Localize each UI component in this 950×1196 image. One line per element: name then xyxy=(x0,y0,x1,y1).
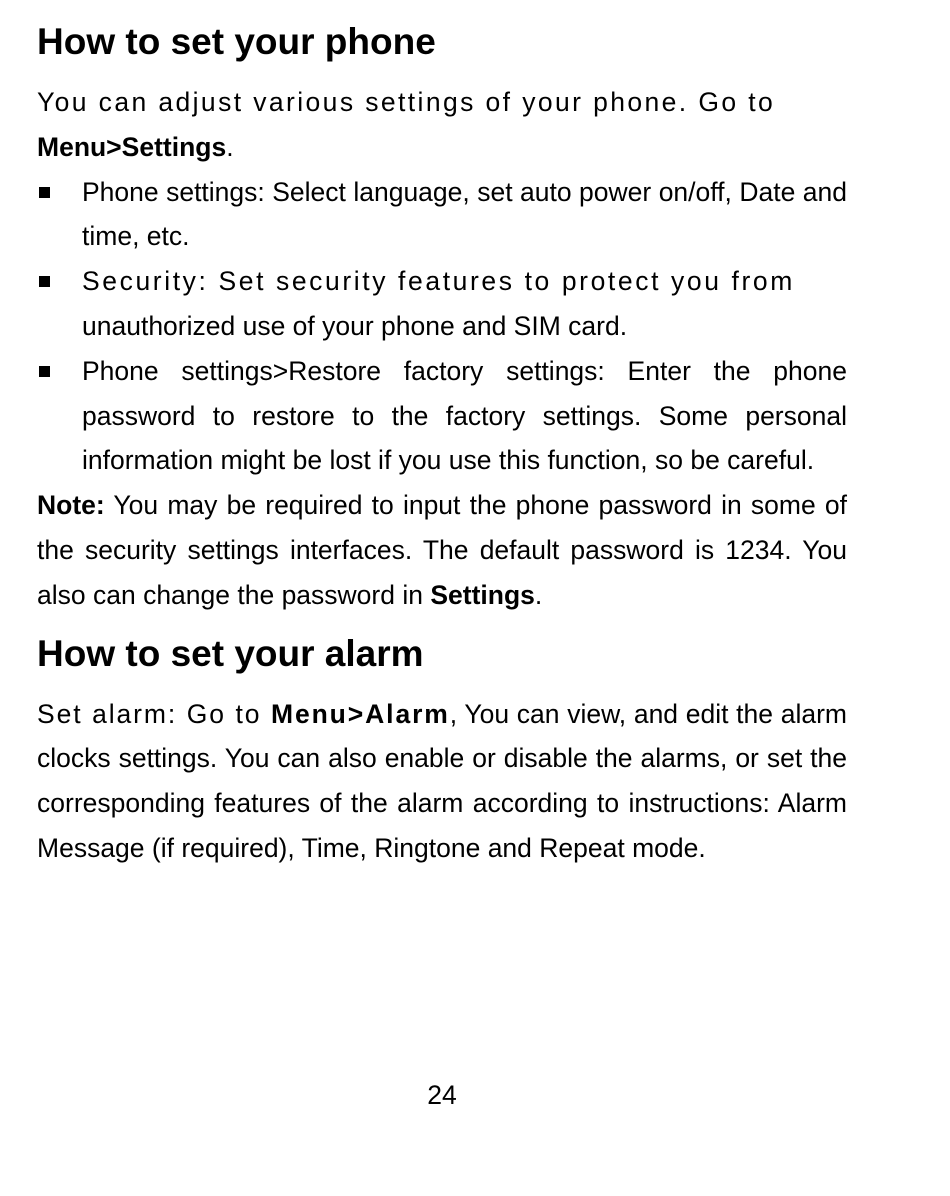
intro-text: You can adjust various settings of your phone. Go to xyxy=(37,87,776,117)
section-heading-phone: How to set your phone xyxy=(37,21,436,62)
page-number: 24 xyxy=(427,1080,457,1110)
bullet-text: Phone settings: Select language, set auto power on/off, Date and time, etc. xyxy=(82,176,847,252)
settings-bullet-list xyxy=(37,170,847,484)
bullet-restore-factory xyxy=(37,349,847,483)
alarm-text-rest: , You can view, and edit the alarm clocks settings. You can also enable or disable the alarms, or set the corresponding features of the alarm according to instructions: Alarm Message (if required), Time, Ringtone and Repeat mode. xyxy=(37,698,847,863)
note-paragraph xyxy=(37,483,847,617)
note-text: You may be required to input the phone password in some of the security settings interfaces. The default password is 1234. You also can change the password in xyxy=(37,490,847,610)
settings-path: Settings xyxy=(430,579,535,610)
section-heading-alarm: How to set your alarm xyxy=(37,632,424,674)
menu-alarm-path: Menu>Alarm xyxy=(270,698,450,729)
square-bullet-icon xyxy=(39,366,50,377)
square-bullet-icon xyxy=(39,187,50,198)
bullet-security xyxy=(37,259,847,349)
bullet-phone-settings xyxy=(37,170,847,260)
intro-period: . xyxy=(226,131,234,162)
bullet-text-security-line2: unauthorized use of your phone and SIM card. xyxy=(82,310,628,341)
menu-settings-path: Menu>Settings xyxy=(37,131,227,162)
bullet-text-security-line1: Security: Set security features to protect you from xyxy=(82,266,795,297)
note-period: . xyxy=(534,579,543,610)
note-label: Note: xyxy=(37,490,105,521)
alarm-text-start: Set alarm: Go to xyxy=(37,698,271,729)
square-bullet-icon xyxy=(39,276,50,287)
bullet-text: Phone settings>Restore factory settings: Enter the phone password to restore to the factory settings. Some personal information might be lost if you use this function, so be careful. xyxy=(82,355,847,476)
manual-page xyxy=(37,18,847,871)
alarm-paragraph xyxy=(37,692,847,871)
intro-paragraph xyxy=(37,80,847,170)
